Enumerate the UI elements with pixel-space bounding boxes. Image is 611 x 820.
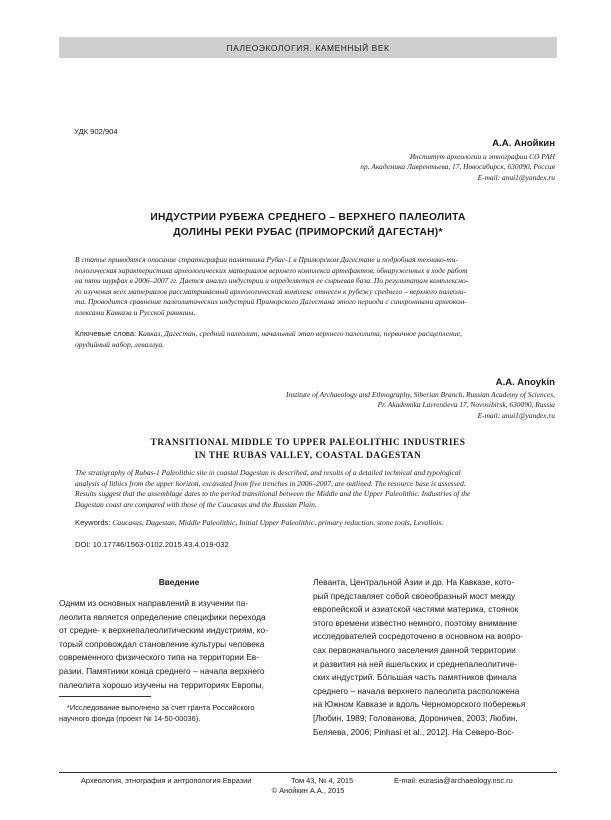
abstract-line: плексами Кавказа и Русской равнины. [75,307,196,317]
abstract-line: та. Проводится сравнение палеолитических индустрий Приморского Дагестана этого периода с синхронными археоком- [75,297,467,306]
abstract-line: В статье приводятся описание стратиграфии памятника Рубас-1 в Приморском Дагестане и подробная технико-ти- [75,255,458,264]
affiliation-line: пр. Академика Лаврентьева, 17, Новосибирск, 630090, Россия [360,162,555,172]
body-line: сах первоначального заселения данной территории [313,644,516,655]
abstract-en [75,468,557,510]
abstract-line: Results suggest that the assemblage dates to the period transitional between the Middle and the Upper Paleolithic. Industries of the [75,489,471,498]
journal-email: E-mail: eurasia@archaeology.nsc.ru [394,776,513,785]
email-line: E-mail: anui1@yandex.ru [477,410,555,420]
body-line: [Любин, 1989; Голованова, Дороничев, 2003; Любин, [313,712,518,723]
body-line: Леванта, Центральной Азии и др. На Кавказе, кото- [313,577,515,587]
article-title-en [59,437,557,463]
keywords-label: Ключевые слова: [75,329,137,338]
footer-copyright: © Анойкин А.А., 2015 [271,786,345,795]
footnote [59,703,299,724]
title-line: TRANSITIONAL MIDDLE TO UPPER PALEOLITHIC INDUSTRIES [150,438,466,448]
journal-issue: Том 43, № 4, 2015 [291,776,354,785]
title-line: IN THE RUBAS VALLEY, COASTAL DAGESTAN [194,451,422,461]
body-line: торый сопровождал становление культуры человека [59,638,265,649]
abstract-line: на пяти шурфах в 2006–2007 гг. Дается анализ индустрии и определяется ее сырьевая база. По результатам комплексно- [75,276,469,285]
keywords-ru [75,329,557,350]
title-line: ДОЛИНЫ РЕКИ РУБАС (ПРИМОРСКИЙ ДАГЕСТАН)* [173,226,443,238]
body-line: от средне- к верхнепалеолитическим индустриям, ко- [59,625,268,636]
footnote-line: *Исследование выполнено за счет гранта Российского [67,703,255,712]
keywords-values: орудийный набор, леваллуа. [75,339,165,349]
keywords-label: Keywords: [75,518,111,527]
footer-divider [59,772,557,773]
affiliation-ru [360,152,555,183]
abstract-line: пологическая характеристика археологических материалов верхнего комплекса артефактов, обнаруженных в ходе работ [75,265,468,275]
body-line: ских индустрий. Бóльшая часть памятников финала [313,672,517,683]
body-line: среднего – начала верхнего палеолита расположена [313,685,520,696]
author-name-en: A.A. Anoykin [495,377,555,388]
keywords-en [75,518,557,529]
keywords-values: Caucasus, Dagestan, Middle Paleolithic, Initial Upper Paleolithic, primary reduction, stone tools, Levallois. [112,518,444,527]
body-line: палеолита хорошо изучены на территориях Европы, [59,679,264,690]
body-line: европейской и азиатской частями материка, стоянок [313,604,519,615]
intro-right-column [313,576,557,739]
footnote-line: научного фонда (проект № 14-50-00036). [59,713,201,723]
body-line: на Южном Кавказе и вдоль Черноморского побережья [313,699,526,710]
body-line: рый представляет собой своеобразный мост между [313,590,516,601]
abstract-line: analysis of lithics from the upper horizon, excavated from five trenches in 2006–2007, are outlined. The resource base is assessed. [75,478,466,488]
section-header-band [59,37,557,58]
body-line: исследователей сосредоточено в основном на вопро- [313,631,523,642]
section-title: ПАЛЕОЭКОЛОГИЯ. КАМЕННЫЙ ВЕК [226,42,390,53]
journal-name: Археология, этнография и антропология Евразии [81,776,252,785]
intro-left-column [59,597,299,692]
intro-heading: Введение [158,577,200,587]
footnote-divider [59,696,151,697]
keywords-values: Кавказ, Дагестан, средний палеолит, начальный этап верхнего палеолита, первичное расщепление, [138,329,462,338]
abstract-line: Dagestan coast are compared with those of the Caucasus and the Russian Plain. [75,499,317,509]
doi: DOI: 10.17746/1563-0102.2015.43.4.019-032 [75,540,229,549]
body-line: леолита является определение специфики перехода [59,611,266,622]
email-line: E-mail: anui1@yandex.ru [477,172,555,182]
article-title-ru [59,211,557,240]
body-line: Беляева, 2006; Pinhasi et al., 2012]. На Северо-Вос- [313,726,515,737]
affiliation-en [286,390,555,421]
abstract-line: The stratigraphy of Rubas-1 Paleolithic site in coastal Dagestan is described, and results of a detailed technical and typological [75,468,461,477]
body-line: Одним из основных направлений в изучении па- [59,598,249,608]
body-line: этого времени известно немного, поэтому внимание [313,617,517,628]
title-line: ИНДУСТРИИ РУБЕЖА СРЕДНЕГО – ВЕРХНЕГО ПАЛЕОЛИТА [150,212,466,223]
author-name-ru: А.А. Анойкин [492,138,555,149]
udc-code: УДК 902/904 [74,127,118,136]
body-line: разии. Памятники конца среднего – начала верхнего [59,665,265,676]
affiliation-line: Институт археологии и этнографии СО РАН [409,152,555,161]
abstract-line: го изучения всех материалов рассматриваемый археологический комплекс отнесен к рубежу среднего – верхнего палеоли- [75,286,467,296]
body-line: современного физического типа на территории Ев- [59,652,260,663]
affiliation-line: Institute of Archaeology and Ethnography, Siberian Branch, Russian Academy of Sciences, [286,390,555,399]
body-line: и развития на ней ашельских и среднепалеолитиче- [313,658,518,669]
abstract-ru [75,255,557,318]
affiliation-line: Pr. Akademika Lavrentieva 17, Novosibirsk, 630090, Russia [377,400,555,410]
